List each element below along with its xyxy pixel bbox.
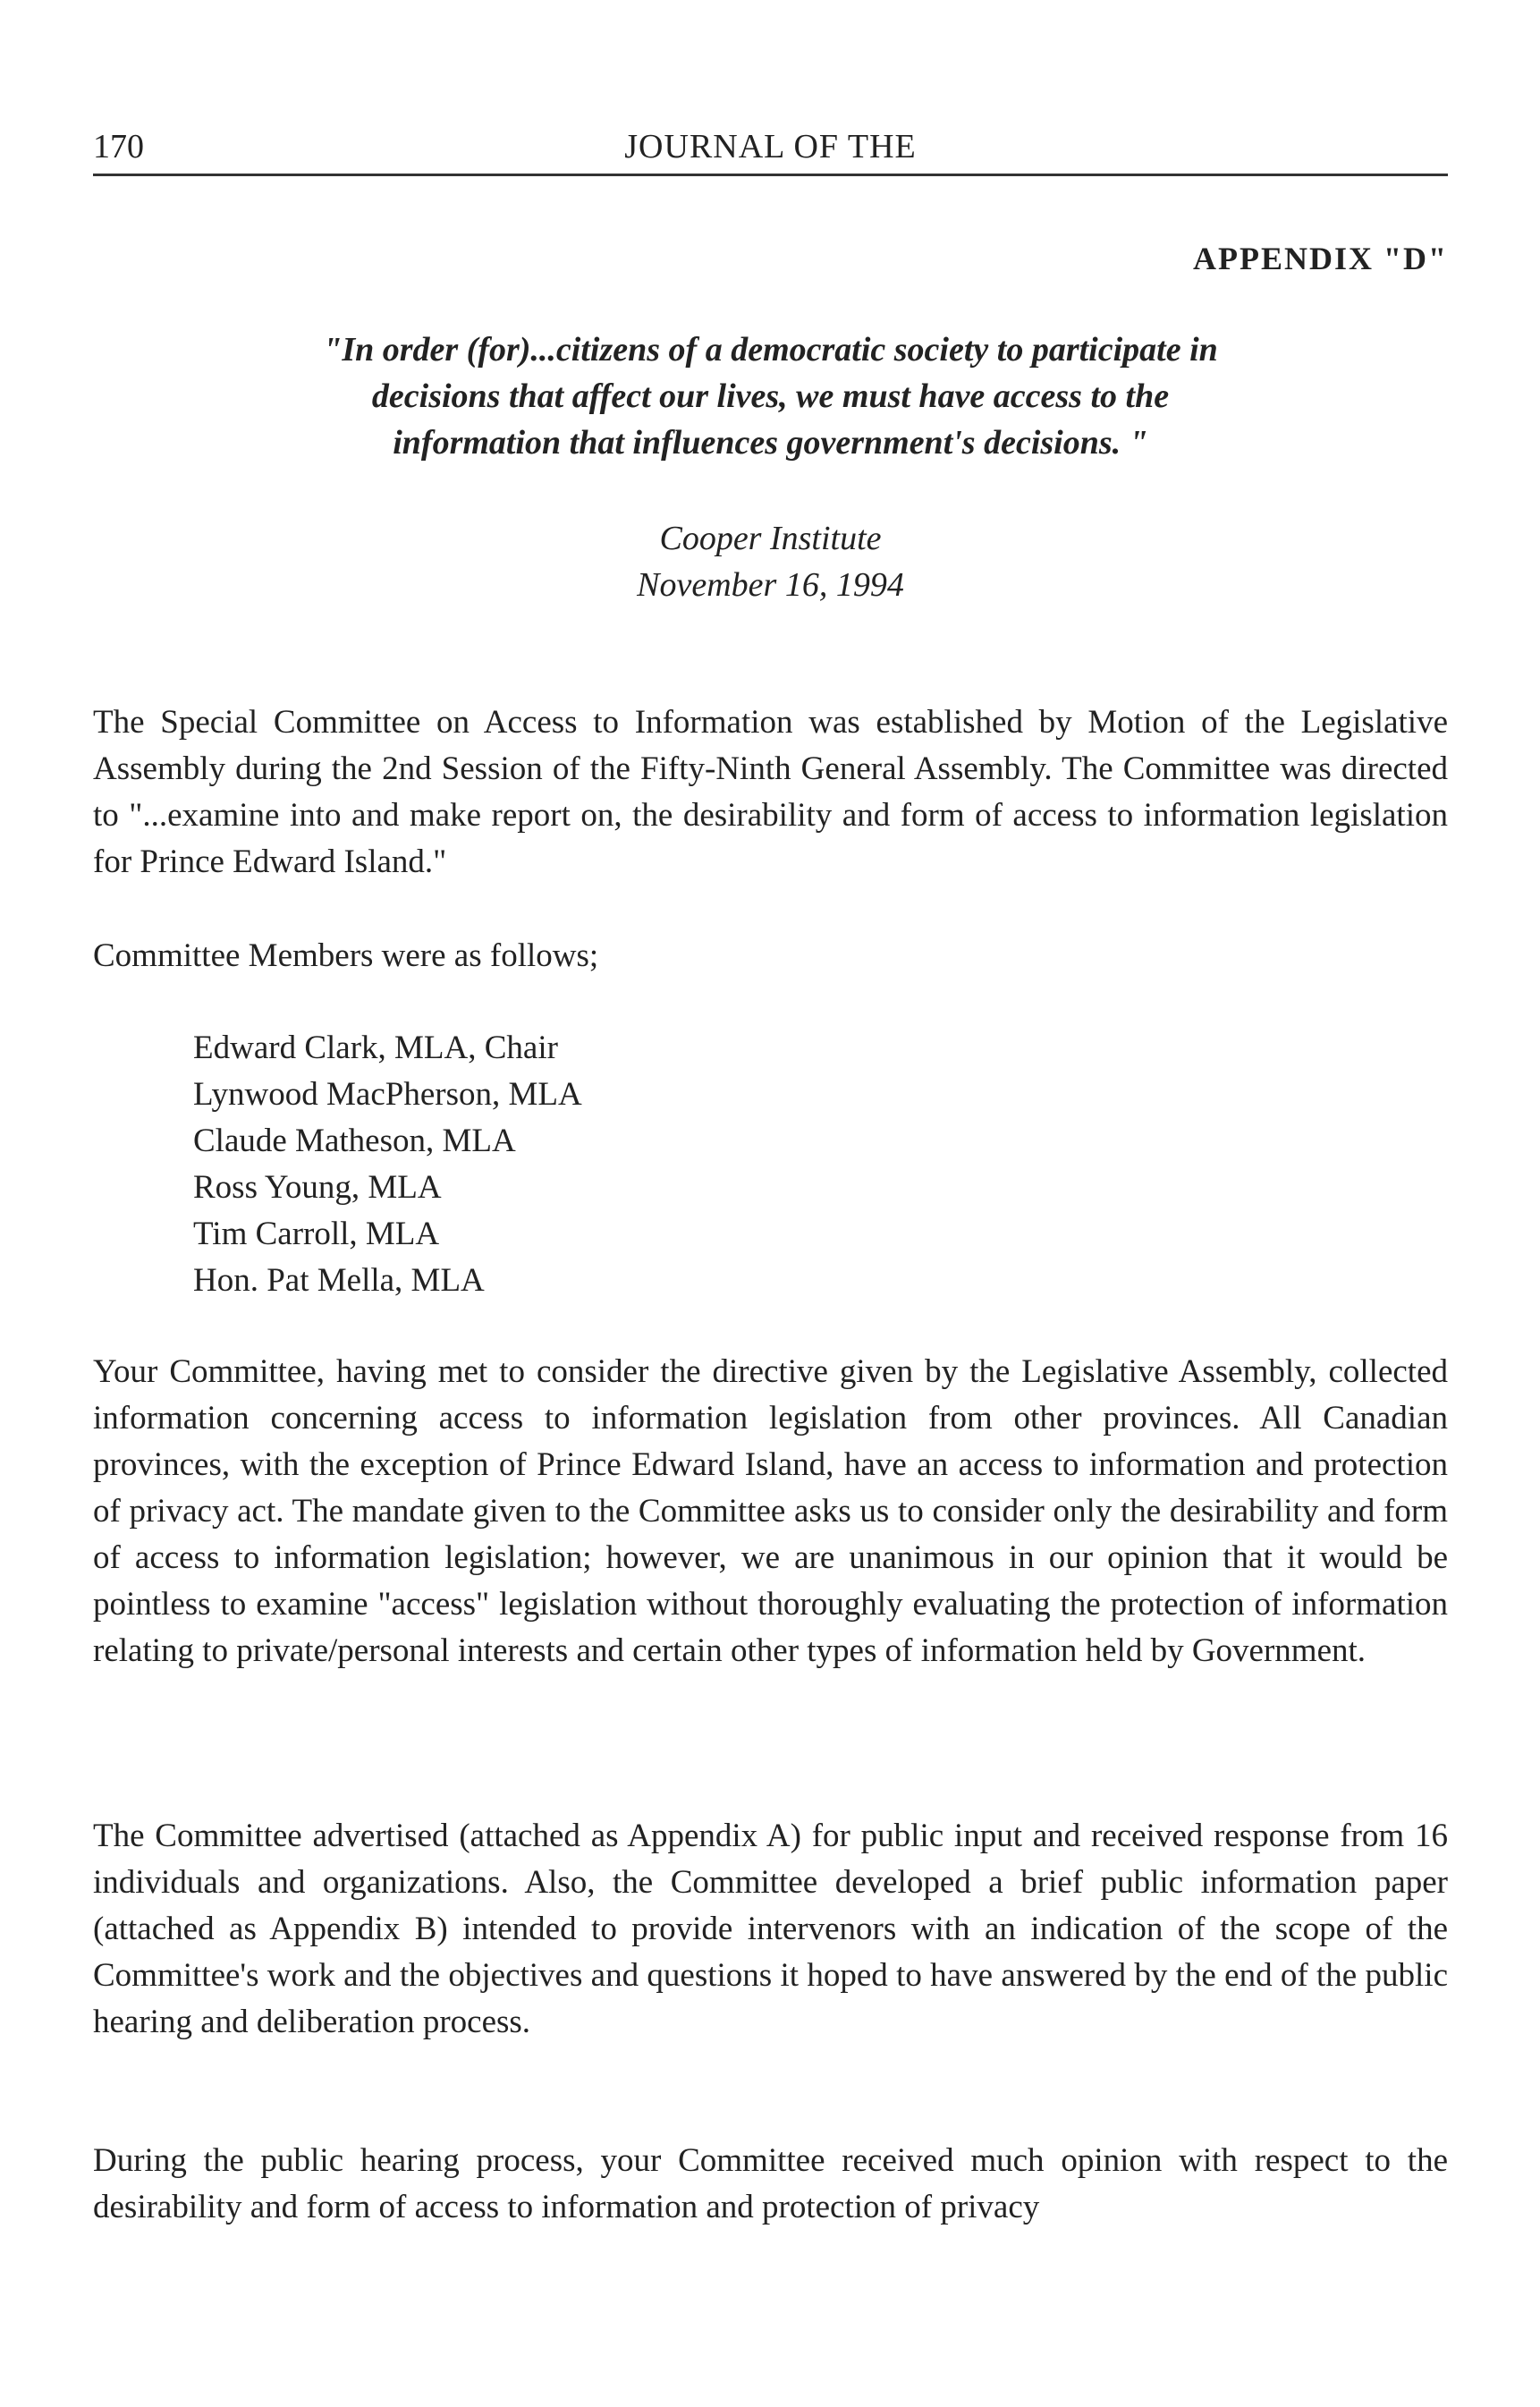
committee-members-list	[193, 1025, 582, 1304]
paragraph-public-input: The Committee advertised (attached as Appendix A) for public input and received response from 16 individuals and organizations. Also, the Committee developed a brief public information paper (attached as Appendix B) intended to provide intervenors with an indication of the scope of the Committee's work and the objectives and questions it hoped to have answered by the end of the public hearing and deliberation process.	[93, 1818, 1448, 2040]
member-item: Claude Matheson, MLA	[193, 1123, 516, 1159]
member-item: Tim Carroll, MLA	[193, 1216, 440, 1252]
members-intro: Committee Members were as follows;	[93, 937, 599, 974]
epigraph-attribution	[93, 515, 1448, 608]
epigraph-line: "In order (for)...citizens of a democratic society to participate in	[323, 331, 1218, 369]
page-header	[93, 127, 1448, 176]
attribution-source: Cooper Institute	[659, 520, 882, 557]
member-item: Edward Clark, MLA, Chair	[193, 1030, 558, 1066]
appendix-title: APPENDIX "D"	[1193, 241, 1448, 276]
attribution-date: November 16, 1994	[637, 566, 904, 604]
paragraph-public-hearing: During the public hearing process, your Committee received much opinion with respect to the desirability and form of access to information and protection of privacy	[93, 2142, 1448, 2225]
epigraph-line: decisions that affect our lives, we must have access to the	[371, 377, 1170, 415]
member-item: Lynwood MacPherson, MLA	[193, 1076, 582, 1113]
paragraph-information-collected: Your Committee, having met to consider the directive given by the Legislative Assembly, collected information concerning access to information legislation from other provinces. All Canadian provinces, with the exception of Prince Edward Island, have an access to information and protection of privacy act. The mandate given to the Committee asks us to consider only the desirability and form of access to information legislation; however, we are unanimous in our opinion that it would be pointless to examine "access" legislation without thoroughly evaluating the protection of information relating to private/personal interests and certain other types of information held by Government.	[93, 1353, 1448, 1669]
epigraph-quote	[93, 326, 1448, 466]
paragraph-committee-establishment: The Special Committee on Access to Information was established by Motion of the Legislative Assembly during the 2nd Session of the Fifty-Ninth General Assembly. The Committee was directed to "...examine into and make report on, the desirability and form of access to information legislation for Prince Edward Island."	[93, 704, 1448, 880]
running-head: JOURNAL OF THE	[624, 128, 917, 165]
epigraph-line: information that influences government's decisions. "	[393, 424, 1148, 462]
member-item: Ross Young, MLA	[193, 1169, 442, 1206]
member-item: Hon. Pat Mella, MLA	[193, 1262, 485, 1299]
page-number: 170	[93, 128, 144, 165]
